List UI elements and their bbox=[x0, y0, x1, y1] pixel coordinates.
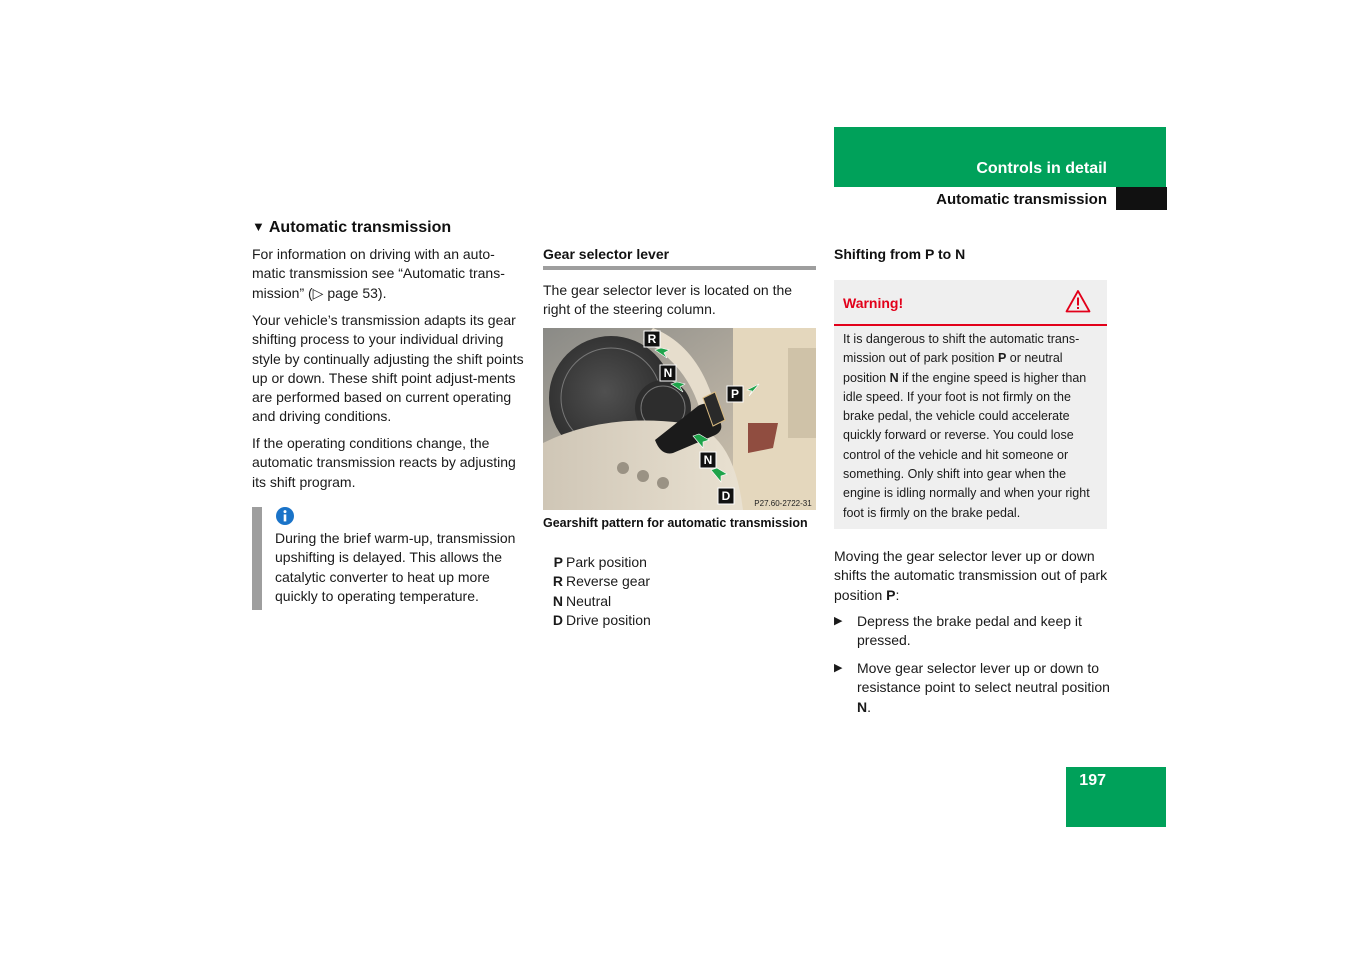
gear-key: N bbox=[552, 592, 563, 609]
warning-triangle-icon bbox=[1065, 289, 1091, 313]
section-subtitle: Automatic transmission bbox=[936, 191, 1107, 208]
step-1 bbox=[834, 612, 1110, 651]
gearshift-photo bbox=[543, 328, 816, 510]
gear-selector-text: The gear selector lever is located on the right of the steering column. bbox=[543, 282, 793, 318]
warning-text: It is dangerous to shift the automatic trans-mission out of park position P or neutral position N if the engine speed is higher than idle speed. If your foot is not firmly on the brake pedal, the vehicle could accelerate quickly forward or reverse. You could lose control of the vehicle and hit someone or something. Only shift into gear when the engine is idling normally and when your right foot is firmly on the brake pedal. bbox=[843, 332, 1090, 520]
shifting-intro: Moving the gear selector lever up or down shifts the automatic transmission out of park position P: bbox=[834, 548, 1108, 603]
gear-label: Drive position bbox=[566, 611, 651, 628]
info-icon bbox=[276, 507, 294, 525]
photo-label-p: P bbox=[730, 387, 740, 401]
photo-label-n-upper: N bbox=[663, 366, 673, 380]
gear-key: P bbox=[553, 554, 563, 570]
heading-rule bbox=[543, 266, 816, 270]
gear-label: Neutral bbox=[566, 592, 612, 609]
page-number: 197 bbox=[1079, 772, 1106, 789]
photo-label-r: R bbox=[647, 332, 657, 346]
shifting-heading: Shifting from P to N bbox=[834, 246, 966, 262]
paragraph-3: If the operating conditions change, the automatic transmission reacts by adjusting its shift program. bbox=[252, 435, 516, 490]
gear-key: D bbox=[552, 611, 563, 628]
list-item bbox=[543, 592, 816, 611]
gear-key: R bbox=[552, 573, 563, 590]
gear-label: Park position bbox=[566, 554, 647, 570]
gear-label: Reverse gear bbox=[566, 573, 651, 590]
warning-label: Warning! bbox=[843, 295, 904, 311]
photo-label-d: D bbox=[721, 489, 731, 503]
triangle-down-icon: ▼ bbox=[252, 219, 265, 234]
chapter-title: Controls in detail bbox=[976, 160, 1107, 177]
gear-positions-list bbox=[543, 553, 816, 630]
list-item bbox=[543, 611, 816, 630]
paragraph-2: Your vehicle’s transmission adapts its gear shifting process to your individual driving style by continually adjusting the shift points up or down. These shift point adjust-ments are performed based on current operating and driving conditions. bbox=[252, 312, 524, 425]
step-text: Move gear selector lever up or down to resistance point to select neutral position N. bbox=[857, 660, 1110, 715]
info-note: During the brief warm-up, transmission upshifting is delayed. This allows the catalytic converter to heat up more quickly to operating temperature. bbox=[275, 530, 516, 604]
photo-label-n-lower: N bbox=[703, 453, 713, 467]
list-item bbox=[543, 553, 816, 572]
warning-rule bbox=[834, 324, 1107, 326]
photo-caption: Gearshift pattern for automatic transmission bbox=[543, 516, 808, 530]
photo-code: P27.60-2722-31 bbox=[754, 499, 812, 508]
step-text: Depress the brake pedal and keep it pressed. bbox=[857, 613, 1082, 649]
paragraph-1: For information on driving with an auto-matic transmission see “Automatic trans-mission” (▷ page 53). bbox=[252, 246, 505, 301]
gear-selector-heading: Gear selector lever bbox=[543, 246, 670, 262]
arrow-right-icon: ▶ bbox=[834, 615, 843, 627]
section-title bbox=[252, 219, 451, 237]
header-band bbox=[834, 127, 1166, 187]
list-item bbox=[543, 572, 816, 591]
arrow-right-icon: ▶ bbox=[834, 662, 843, 674]
section-title-text: Automatic transmission bbox=[268, 219, 452, 236]
step-2 bbox=[834, 659, 1110, 717]
info-bar bbox=[252, 507, 262, 610]
header-marker bbox=[1116, 187, 1167, 210]
